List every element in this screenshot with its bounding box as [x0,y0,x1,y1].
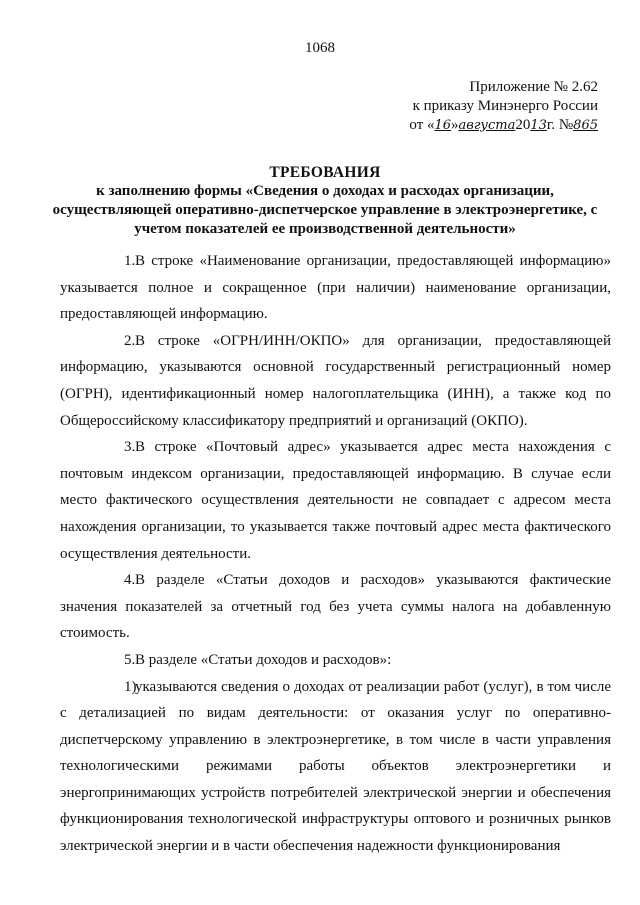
annex-order-label: г. № [546,117,574,133]
paragraph-number: 1. [124,253,136,269]
paragraph-text: В строке «Почтовый адрес» указывается адрес места нахождения с почтовым индексом организации, предоставляющей информацию. В случае если место фактического осуществления деятельности не совпадает с адресом места нахождения организации, то указывается также почтовый адрес места фактического осуществления деятельности. [60,439,611,562]
document-heading: ТРЕБОВАНИЯ [269,164,381,181]
paragraph-3 [60,434,611,567]
paragraph-5 [60,647,611,674]
handwritten-day: 16 [434,118,452,133]
subparagraph-number: 1) [124,678,137,695]
annex-title: Приложение № 2.62 [469,79,598,95]
document-title-block [40,163,610,239]
handwritten-month: августа [458,118,516,133]
paragraph-4 [60,567,611,647]
annex-date-sep: » [451,117,459,133]
paragraph-text: В разделе «Статьи доходов и расходов» указываются фактические значения показателей за отчетный год без учета суммы налога на добавленную стоимость. [60,572,611,642]
paragraph-1 [60,248,611,328]
title-line-1: к заполнению формы «Сведения о доходах и расходах организации, [96,183,554,199]
title-line-3: учетом показателей ее производственной деятельности» [134,221,516,237]
paragraph-text: В строке «Наименование организации, предоставляющей информацию» указывается полное и сокращенное (при наличии) наименование организации, предоставляющей информацию. [60,253,611,323]
paragraph-text: В строке «ОГРН/ИНН/ОКПО» для организации, предоставляющей информацию, указываются основной государственный регистрационный номер (ОГРН), идентификационный номер налогоплательщика (ИНН), а также код по Общероссийскому классификатору предприятий и организаций (ОКПО). [60,332,611,429]
handwritten-order-number: 865 [573,118,598,133]
annex-date-prefix: от « [409,117,435,133]
paragraph-2 [60,328,611,434]
paragraph-text: В разделе «Статьи доходов и расходов»: [135,651,392,668]
paragraph-number: 3. [124,439,136,456]
annex-order-date-line [348,116,598,135]
paragraph-number: 2. [124,332,136,349]
handwritten-year: 13 [530,118,547,133]
paragraph-number: 4. [124,572,136,589]
annex-order-reference: к приказу Минэнерго России [412,98,598,114]
page-number: 1068 [305,40,335,56]
annex-block [348,78,598,135]
annex-year-prefix: 20 [515,117,531,133]
title-line-2: осуществляющей оперативно-диспетчерское управление в электроэнергетике, с [52,202,598,218]
subparagraph-text: указываются сведения о доходах от реализации работ (услуг), в том числе с детализацией по видам деятельности: от оказания услуг по оперативно-диспетчерскому управлению в электроэнергетике, в том числе в части управления технологическими режимами работы объектов электроэнергетики и энергопринимающих устройств потребителей электрической энергии и обеспечения функционирования технологической инфраструктуры оптового и розничных рынков электрической энергии и в части обеспечения надежности функционирования [60,678,611,855]
document-body [60,248,611,860]
subparagraph-1 [60,674,611,860]
paragraph-number: 5. [124,651,136,668]
